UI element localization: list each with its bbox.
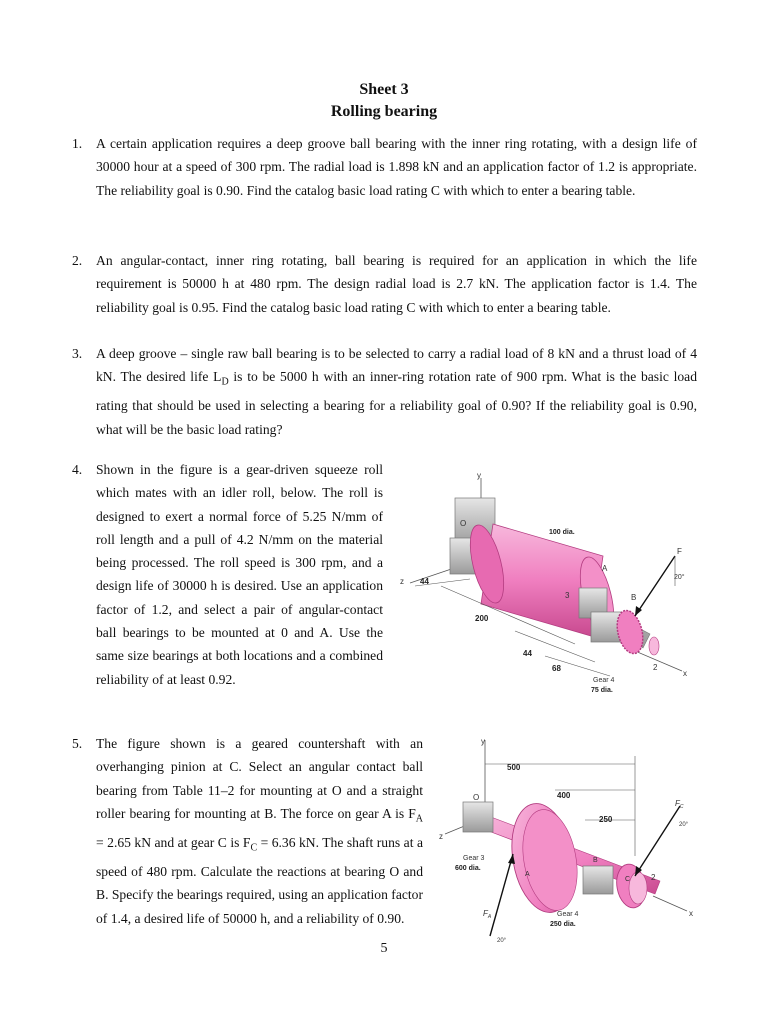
fig1-gear-dia: 75 dia.: [591, 687, 613, 694]
fig2-gear3-name: Gear 3: [463, 855, 485, 862]
fig2-gear4-name: Gear 4: [557, 911, 579, 918]
page-number: 5: [380, 941, 388, 956]
fig2-fa-main: F: [483, 909, 488, 918]
fig2-dim-400: 400: [557, 791, 571, 800]
sheet-title: Sheet 3: [359, 81, 409, 98]
problem-3-text-a: A deep groove – single raw ball bearing is to be selected to carry a radial load of 8 kN and a thrust load of 4 kN. The desired life L: [96, 346, 697, 385]
fig1-dim-200: 200: [475, 614, 489, 623]
fig1-dim-44a: 44: [420, 577, 429, 586]
fig1-label-3: 3: [565, 591, 570, 600]
fig2-label-c: C: [625, 876, 631, 883]
fig2-angle-c: 20°: [679, 822, 689, 828]
problem-2-text: An angular-contact, inner ring rotating, ball bearing is required for an application in which the life requirement is 50000 h at 480 rpm. The design radial load is 2.7 kN. The application factor is 1.4. The reliability goal is 0.95. Find the catalog basic load rating C with which to enter a bearing table.: [96, 253, 697, 315]
problem-5-sub-c: C: [250, 842, 258, 854]
countershaft-figure: [435, 736, 710, 946]
problem-5-sub-a: A: [415, 813, 423, 825]
sheet-subtitle: Rolling bearing: [330, 103, 438, 120]
fig2-label-b: B: [593, 857, 598, 864]
fig2-label-y: y: [481, 737, 485, 746]
fig1-dim-44b: 44: [523, 649, 532, 658]
fig1-label-o: O: [460, 519, 467, 528]
fig1-label-z: z: [400, 577, 404, 586]
fig2-label-fc: [675, 799, 684, 810]
fig1-label-b: B: [631, 593, 637, 602]
problem-5-text: [96, 732, 423, 930]
fig2-fa-sub: A: [487, 914, 492, 920]
fig1-label-2: 2: [653, 663, 658, 672]
fig1-gear-name: Gear 4: [593, 677, 615, 684]
problem-5-text-a: The figure shown is a geared countershaft with an overhanging pinion at C. Select an angular contact ball bearing from Table 11–2 for mounting at O and a straight roller bearing for mounting at B. The force on gear A is F: [96, 736, 423, 821]
fig2-label-z: z: [439, 832, 443, 841]
fig2-label-x: x: [689, 909, 693, 918]
problem-1-text: A certain application requires a deep groove ball bearing with the inner ring rotating, with a design life of 30000 hour at a speed of 300 rpm. The radial load is 1.898 kN and an application factor of 1.2 is appropriate. The reliability goal is 0.90. Find the catalog basic load rating C with which to enter a bearing table.: [96, 136, 697, 198]
problem-1-number: 1.: [72, 136, 83, 151]
fig1-label-a: A: [602, 564, 608, 573]
problem-3-subscript: D: [221, 377, 229, 389]
problem-5-text-b: = 2.65 kN and at gear C is F: [96, 834, 251, 850]
squeeze-roll-figure: [395, 466, 695, 706]
fig2-dim-250: 250: [599, 815, 613, 824]
fig1-label-f: F: [677, 547, 682, 556]
problem-4-number: 4.: [72, 462, 83, 477]
fig2-fc-main: F: [675, 799, 680, 808]
fig2-fc-sub: C: [679, 804, 684, 810]
fig2-label-a: A: [525, 871, 530, 878]
problem-2-number: 2.: [72, 253, 83, 268]
problem-5-text-c: = 6.36 kN. The shaft runs at a speed of 480 rpm. Calculate the reactions at bearing O and B. Specify the bearings required, using an application factor of 1.4, a desired life of 50000 h, and a reliability of 0.90.: [96, 834, 423, 926]
fig1-dim-68: 68: [552, 664, 561, 673]
fig2-gear4-dia: 250 dia.: [550, 921, 576, 928]
fig1-angle: 20°: [674, 574, 685, 581]
problem-3-text-b: is to be 5000 h with an inner-ring rotation rate of 900 rpm. What is the basic load rating that should be used in selecting a bearing for a reliability goal of 0.90? If the reliability goal is 0.90, what will be the basic load rating?: [96, 369, 697, 437]
fig1-label-x: x: [683, 669, 687, 678]
problem-4-text: Shown in the figure is a gear-driven squeeze roll which mates with an idler roll, below. The roll is designed to exert a normal force of 5.25 N/mm of roll length and a pull of 4.2 N/mm on the material being processed. The roll speed is 300 rpm, and a design life of 30000 h is desired. Use an application factor of 1.2, and select a pair of angular-contact ball bearings to be mounted at 0 and A. Use the same size bearings at both locations and a combined reliability of at least 0.92.: [96, 462, 383, 687]
fig2-label-2: 2: [651, 873, 656, 882]
fig2-label-o: O: [473, 793, 480, 802]
fig2-angle-a: 20°: [497, 938, 507, 944]
problem-3-number: 3.: [72, 346, 83, 361]
problem-3-text: [96, 342, 697, 441]
problem-5-number: 5.: [72, 736, 83, 751]
fig2-dim-500: 500: [507, 763, 521, 772]
fig1-roll-dia: 100 dia.: [549, 529, 575, 536]
fig2-gear3-dia: 600 dia.: [455, 865, 481, 872]
fig2-label-fa: [483, 909, 492, 920]
fig1-label-y: y: [477, 471, 481, 480]
